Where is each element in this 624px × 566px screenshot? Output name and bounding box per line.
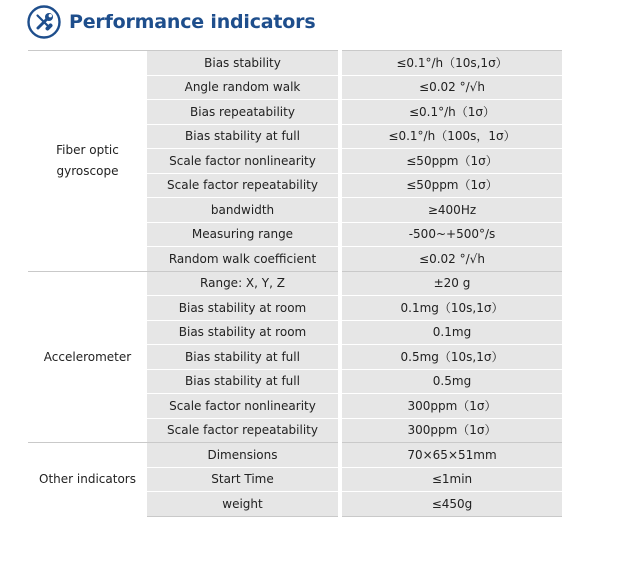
parameter-value: ≤0.02 °/√h xyxy=(340,75,562,100)
parameter-name: Scale factor nonlinearity xyxy=(147,149,340,174)
parameter-name: Bias repeatability xyxy=(147,100,340,125)
parameter-value: ≤50ppm（1σ） xyxy=(340,173,562,198)
table-row xyxy=(28,51,562,76)
parameter-name: Bias stability at full xyxy=(147,345,340,370)
page-title: Performance indicators xyxy=(69,11,316,33)
wrench-screwdriver-icon xyxy=(27,5,61,39)
parameter-value: 0.1mg xyxy=(340,320,562,345)
parameter-value: ≤50ppm（1σ） xyxy=(340,149,562,174)
parameter-name: bandwidth xyxy=(147,198,340,223)
parameter-value: ≤0.1°/h（10s,1σ） xyxy=(340,51,562,76)
table-row xyxy=(28,271,562,296)
parameter-value: 70×65×51mm xyxy=(340,443,562,468)
parameter-name: Measuring range xyxy=(147,222,340,247)
parameter-value: ≥400Hz xyxy=(340,198,562,223)
parameter-name: Scale factor repeatability xyxy=(147,418,340,443)
group-label: Fiber optic gyroscope xyxy=(28,51,147,272)
parameter-name: Bias stability xyxy=(147,51,340,76)
page-header xyxy=(27,5,315,39)
parameter-value: ±20 g xyxy=(340,271,562,296)
parameter-value: 0.5mg xyxy=(340,369,562,394)
parameter-name: Bias stability at full xyxy=(147,124,340,149)
table-row xyxy=(28,443,562,468)
parameter-name: Bias stability at full xyxy=(147,369,340,394)
performance-table xyxy=(28,50,562,517)
parameter-name: Dimensions xyxy=(147,443,340,468)
parameter-value: 0.5mg（10s,1σ） xyxy=(340,345,562,370)
parameter-name: Range: X, Y, Z xyxy=(147,271,340,296)
parameter-value: ≤1min xyxy=(340,467,562,492)
parameter-value: 300ppm（1σ） xyxy=(340,394,562,419)
parameter-value: ≤0.02 °/√h xyxy=(340,247,562,272)
parameter-name: Angle random walk xyxy=(147,75,340,100)
parameter-name: weight xyxy=(147,492,340,517)
parameter-name: Bias stability at room xyxy=(147,296,340,321)
parameter-value: ≤450g xyxy=(340,492,562,517)
group-label: Other indicators xyxy=(28,443,147,517)
parameter-name: Start Time xyxy=(147,467,340,492)
parameter-value: -500~+500°/s xyxy=(340,222,562,247)
parameter-value: 300ppm（1σ） xyxy=(340,418,562,443)
parameter-name: Bias stability at room xyxy=(147,320,340,345)
parameter-value: 0.1mg（10s,1σ） xyxy=(340,296,562,321)
parameter-value: ≤0.1°/h（1σ） xyxy=(340,100,562,125)
parameter-value: ≤0.1°/h（100s，1σ） xyxy=(340,124,562,149)
group-label: Accelerometer xyxy=(28,271,147,443)
parameter-name: Scale factor repeatability xyxy=(147,173,340,198)
parameter-name: Scale factor nonlinearity xyxy=(147,394,340,419)
parameter-name: Random walk coefficient xyxy=(147,247,340,272)
